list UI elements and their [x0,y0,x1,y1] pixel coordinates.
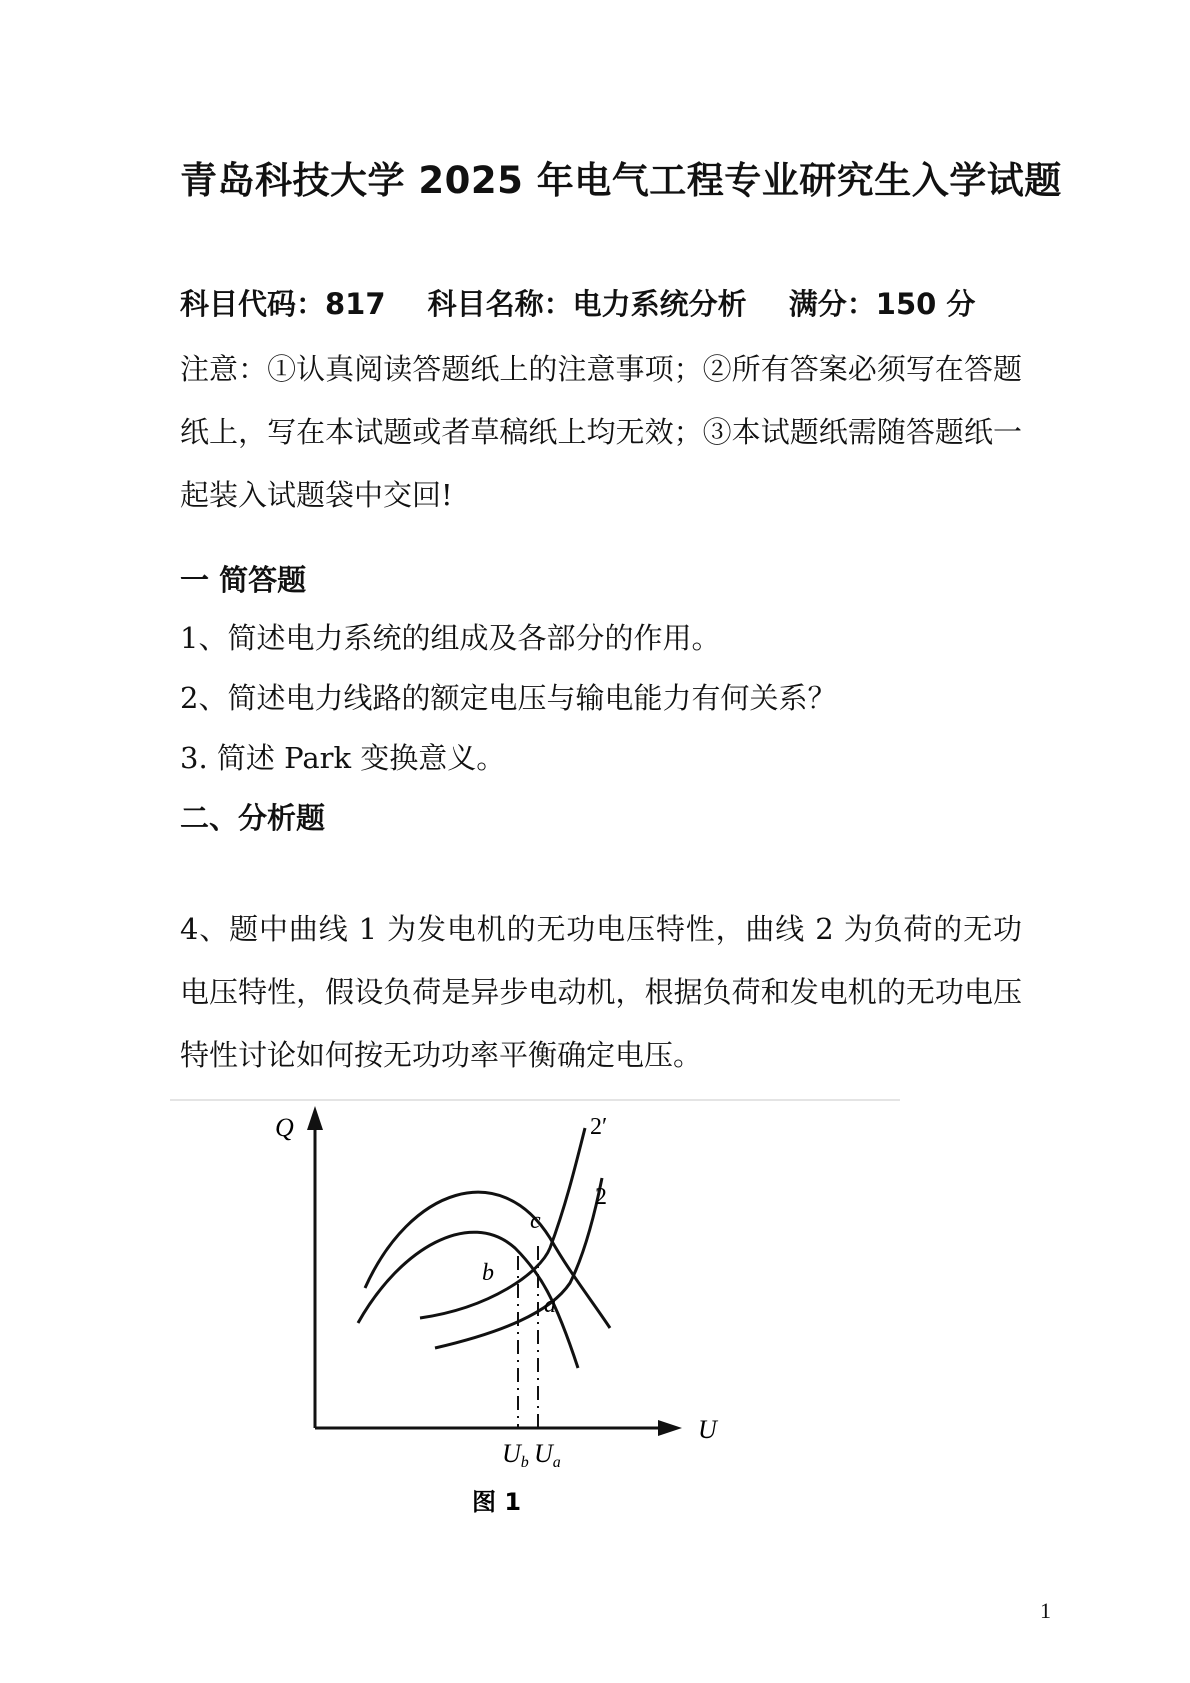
figure-caption: 图 1 [472,1488,522,1516]
tick-label-ub: Ub [502,1439,529,1471]
curve-label-2prime: 2′ [590,1114,608,1140]
y-axis-arrow [307,1106,323,1130]
curve-label-2: 2 [595,1184,607,1210]
question-2: 2、简述电力线路的额定电压与输电能力有何关系？ [180,681,837,715]
question-1: 1、简述电力系统的组成及各部分的作用。 [180,621,721,655]
x-axis-arrow [658,1420,682,1436]
exam-title: 青岛科技大学 2025 年电气工程专业研究生入学试题 [180,159,1062,202]
qu-characteristic-diagram [170,1098,910,1558]
question-4: 4、题中曲线 1 为发电机的无功电压特性，曲线 2 为负荷的无功电压特性，假设负荷是异步电动机，根据负荷和发电机的无功电压特性讨论如何按无功功率平衡确定电压。 [180,912,1022,1072]
subject-code: 科目代码：817 [180,287,386,321]
tick-label-ua: Ua [534,1439,561,1471]
section-heading-1: 一 简答题 [180,563,307,597]
point-label-a: a [544,1292,556,1318]
x-axis-label: U [698,1415,717,1444]
load-curve-2prime [420,1128,585,1318]
question-3: 3. 简述 Park 变换意义。 [180,741,506,775]
subject-meta [180,282,1007,323]
section-heading-2: 二、分析题 [180,801,326,835]
point-label-c: c [530,1208,541,1234]
page-number: 1 [1040,1598,1051,1623]
point-label-b: b [482,1260,494,1286]
figure-1 [170,1098,910,1558]
full-score: 满分：150 分 [788,287,976,321]
exam-notice: 注意：①认真阅读答题纸上的注意事项；②所有答案必须写在答题纸上，写在本试题或者草稿纸上均无效；③本试题纸需随答题纸一起装入试题袋中交回! [180,352,1022,512]
y-axis-label: Q [275,1113,294,1142]
subject-name: 科目名称：电力系统分析 [427,287,747,321]
